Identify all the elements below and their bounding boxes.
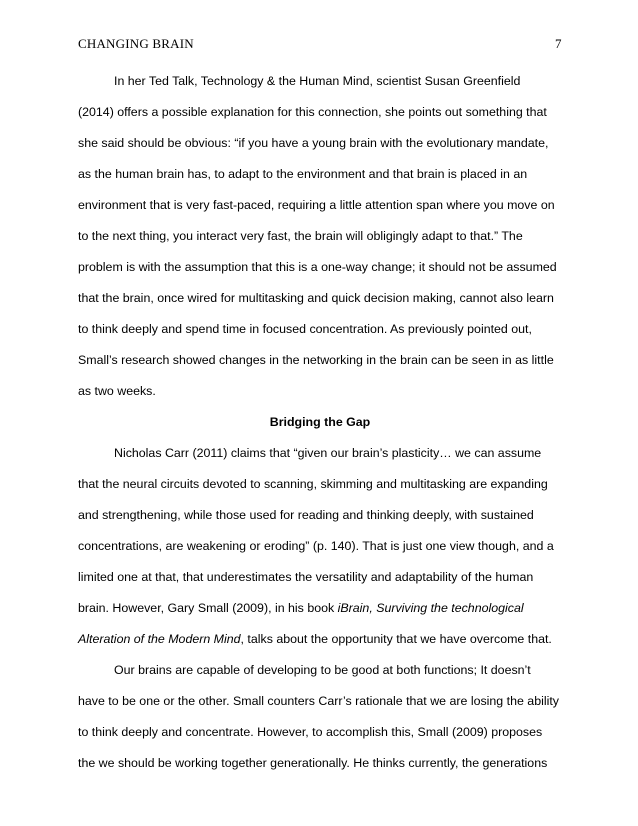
book-title-part: iBrain, Surviving the technological — [337, 601, 524, 615]
body-line: concentrations, are weakening or eroding” (p. 140). That is just one view though, and a — [78, 539, 554, 553]
page-number: 7 — [555, 36, 562, 51]
body-line: to think deeply and concentrate. However, to accomplish this, Small (2009) proposes — [78, 725, 543, 739]
body-line: In her Ted Talk, Technology & the Human Mind, scientist Susan Greenfield — [114, 74, 521, 88]
body-line: that the neural circuits devoted to scanning, skimming and multitasking are expanding — [78, 477, 548, 491]
body-line — [78, 632, 578, 646]
body-line: she said should be obvious: “if you have a young brain with the evolutionary mandate, — [78, 136, 549, 150]
body-line: Small’s research showed changes in the networking in the brain can be seen in as little — [78, 353, 554, 367]
body-line: the we should be working together generationally. He thinks currently, the generations — [78, 756, 548, 770]
body-line: Nicholas Carr (2011) claims that “given our brain’s plasticity… we can assume — [114, 446, 542, 460]
body-line: to the next thing, you interact very fast, the brain will obligingly adapt to that.” The — [78, 229, 523, 243]
body-text: , talks about the opportunity that we have overcome that. — [240, 632, 552, 646]
body-text: brain. However, Gary Small (2009), in his book — [78, 601, 338, 615]
body-line: as the human brain has, to adapt to the environment and that brain is placed in an — [78, 167, 528, 181]
running-head: CHANGING BRAIN — [78, 36, 194, 51]
body-line — [78, 601, 578, 615]
body-line: to think deeply and spend time in focused concentration. As previously pointed out, — [78, 322, 532, 336]
book-title-part: Alteration of the Modern Mind — [78, 632, 241, 646]
section-heading: Bridging the Gap — [269, 415, 371, 429]
body-line: have to be one or the other. Small counters Carr’s rationale that we are losing the ability — [78, 694, 559, 708]
body-line: as two weeks. — [78, 384, 156, 398]
body-line: (2014) offers a possible explanation for this connection, she points out something that — [78, 105, 547, 119]
body-line: that the brain, once wired for multitasking and quick decision making, cannot also learn — [78, 291, 554, 305]
body-line: Our brains are capable of developing to be good at both functions; It doesn’t — [114, 663, 531, 677]
body-line: environment that is very fast-paced, requiring a little attention span where you move on — [78, 198, 555, 212]
body-line: limited one at that, that underestimates the versatility and adaptability of the human — [78, 570, 534, 584]
body-line: problem is with the assumption that this is a one-way change; it should not be assumed — [78, 260, 557, 274]
body-line: and strengthening, while those used for reading and thinking deeply, with sustained — [78, 508, 534, 522]
